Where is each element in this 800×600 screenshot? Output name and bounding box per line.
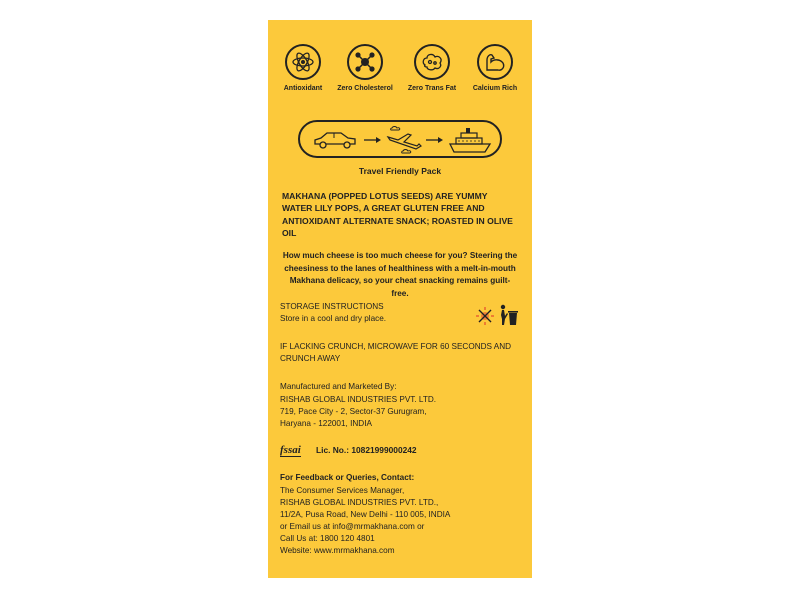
fssai-license-number: Lic. No.: 10821999000242	[316, 445, 417, 455]
arrow-right-icon	[426, 136, 444, 144]
crunch-note-line-2: CRUNCH AWAY	[280, 354, 341, 363]
feature-label-calcium-rich: Calcium Rich	[472, 85, 518, 92]
feedback-line: RISHAB GLOBAL INDUSTRIES PVT. LTD.,	[280, 498, 439, 507]
molecule-icon	[347, 44, 383, 80]
manufacturer-line: Haryana - 122001, INDIA	[280, 419, 372, 428]
no-fat-icon	[414, 44, 450, 80]
feedback-title: For Feedback or Queries, Contact:	[280, 473, 415, 482]
feedback-line: The Consumer Services Manager,	[280, 486, 405, 495]
storage-title: STORAGE INSTRUCTIONS	[280, 302, 384, 311]
travel-pill	[298, 120, 502, 158]
keep-away-from-sunlight-icon	[474, 305, 496, 327]
feature-label-zero-trans-fat: Zero Trans Fat	[407, 85, 457, 92]
muscle-arm-icon	[477, 44, 513, 80]
feedback-line: 11/2A, Pusa Road, New Delhi - 110 005, INDIA	[280, 510, 451, 519]
manufacturer-line: 719, Pace City - 2, Sector-37 Gurugram,	[280, 407, 427, 416]
manufacturer-title: Manufactured and Marketed By:	[280, 382, 397, 391]
airplane-icon	[386, 125, 422, 155]
feedback-phone: Call Us at: 1800 120 4801	[280, 534, 375, 543]
atom-icon	[285, 44, 321, 80]
product-description: How much cheese is too much cheese for you? Steering the cheesiness to the lanes of healthiness with a melt-in-mouth Makhana delicacy, so your cheat snacking remains guilt-free.	[282, 251, 518, 298]
dispose-in-bin-icon	[498, 303, 518, 327]
feature-label-zero-cholesterol: Zero Cholesterol	[337, 85, 393, 92]
product-headline: MAKHANA (POPPED LOTUS SEEDS) ARE YUMMY WATER LILY POPS, A GREAT GLUTEN FREE AND ANTIOXIDANT ALTERNATE SNACK; ROASTED IN OLIVE OIL	[282, 191, 513, 239]
feature-label-antioxidant: Antioxidant	[283, 85, 323, 92]
feedback-email: or Email us at info@mrmakhana.com or	[280, 522, 425, 531]
car-icon	[312, 129, 358, 151]
ship-icon	[448, 125, 492, 155]
feedback-website: Website: www.mrmakhana.com	[280, 546, 395, 555]
fssai-logo: fssai	[280, 444, 301, 456]
storage-text: Store in a cool and dry place.	[280, 314, 387, 323]
travel-friendly-label: Travel Friendly Pack	[358, 166, 442, 176]
product-label-panel	[268, 20, 532, 578]
storage-icons	[474, 303, 518, 327]
crunch-note-line-1: IF LACKING CRUNCH, MICROWAVE FOR 60 SECONDS AND	[280, 342, 512, 351]
arrow-right-icon	[364, 136, 382, 144]
manufacturer-line: RISHAB GLOBAL INDUSTRIES PVT. LTD.	[280, 395, 437, 404]
